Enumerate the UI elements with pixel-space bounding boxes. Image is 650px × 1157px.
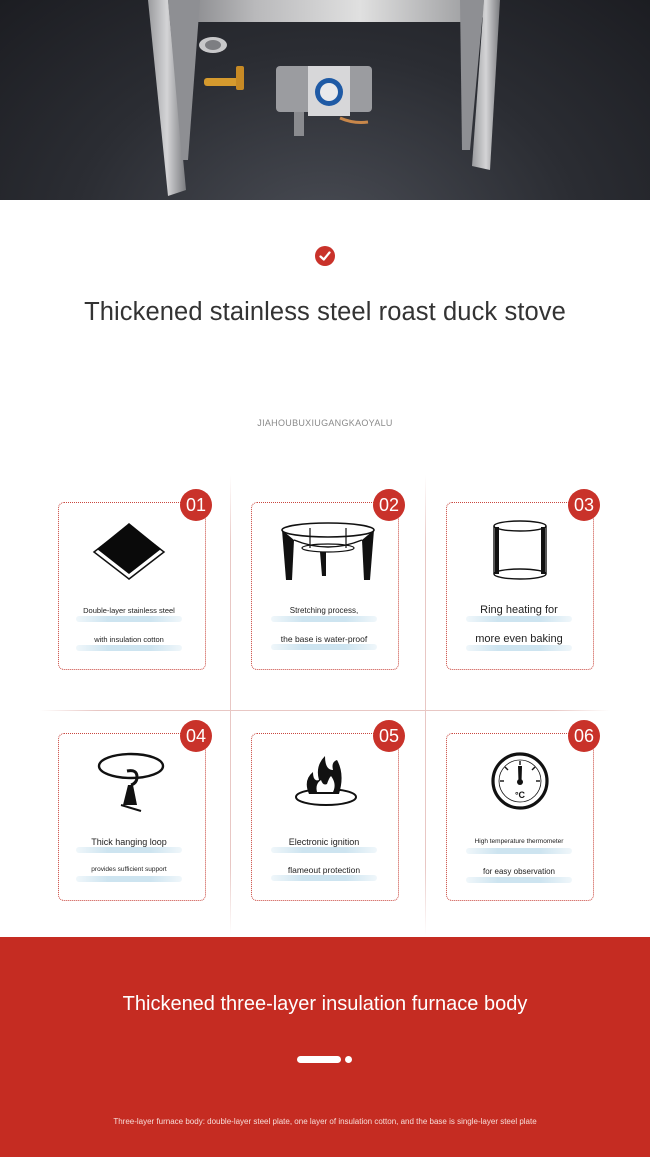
checkmark-icon [315, 246, 335, 266]
feature-number-badge: 01 [180, 489, 212, 521]
footer-banner [0, 937, 650, 1157]
page-title: Thickened stainless steel roast duck stove [84, 298, 566, 326]
feature-text-line: flameout protection [271, 865, 377, 875]
hanging-loop-icon [97, 749, 169, 815]
flame-icon [293, 752, 359, 808]
feature-number-badge: 04 [180, 720, 212, 752]
feature-text-line: Electronic ignition [271, 837, 377, 847]
feature-number-badge: 02 [373, 489, 405, 521]
feature-text-line: more even baking [466, 633, 572, 645]
feature-number-badge: 06 [568, 720, 600, 752]
feature-text-line: Thick hanging loop [76, 837, 182, 847]
feature-text-line: provides sufficient support [76, 866, 182, 873]
stove-base-icon [276, 518, 380, 584]
feature-number-badge: 05 [373, 720, 405, 752]
feature-text-line: High temperature thermometer [466, 838, 572, 845]
feature-text-line: for easy observation [466, 867, 572, 876]
feature-text-line: with insulation cotton [76, 635, 182, 644]
decorative-pill [297, 1056, 341, 1063]
grid-divider [230, 475, 231, 935]
feature-text-line: Double-layer stainless steel [76, 606, 182, 615]
grid-divider [425, 475, 426, 935]
heating-ring-icon [489, 517, 551, 583]
grid-divider [40, 710, 610, 711]
thermometer-icon [491, 752, 549, 810]
svg-text:°C: °C [514, 790, 526, 800]
feature-text-line: the base is water-proof [271, 634, 377, 644]
feature-text-line: Stretching process, [271, 606, 377, 615]
decorative-dot [345, 1056, 352, 1063]
insulation-layer-icon [84, 517, 174, 587]
product-photo [0, 0, 650, 200]
feature-text-line: Ring heating for [466, 604, 572, 616]
feature-number-badge: 03 [568, 489, 600, 521]
page-subtitle: JIAHOUBUXIUGANGKAOYALU [257, 418, 393, 428]
footer-title: Thickened three-layer insulation furnace body [122, 993, 528, 1015]
footer-caption: Three-layer furnace body: double-layer steel plate, one layer of insulation cotton, and the base is single-layer steel plate [113, 1117, 537, 1126]
